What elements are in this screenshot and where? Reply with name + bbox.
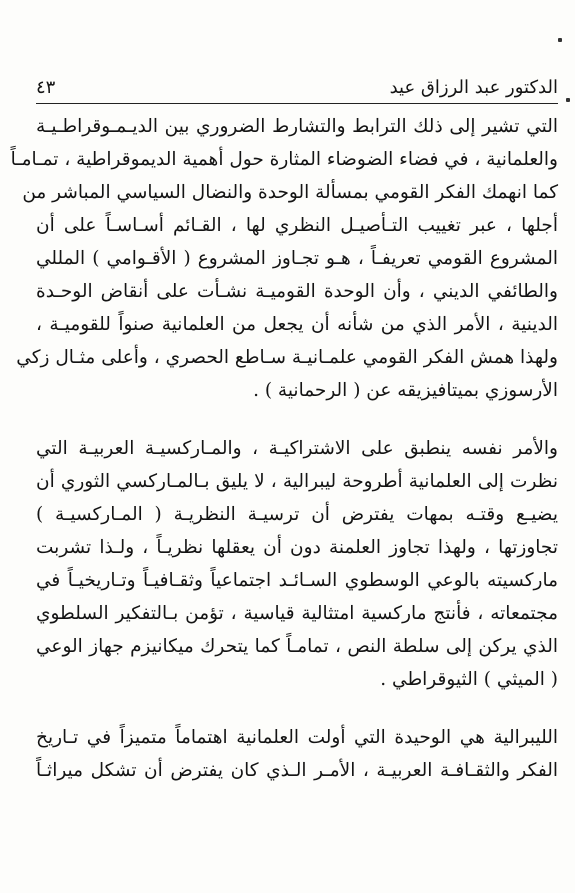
text-line: التي تشير إلى ذلك الترابط والتشارط الضروري بين الديـمـوقراطـيـة <box>36 116 558 137</box>
text-line: الليبرالية هي الوحيدة التي أولت العلمانية اهتماماً متميزاً في تـاريخ <box>36 727 558 748</box>
text-line: كما انهمك الفكر القومي بمسألة الوحدة والنضال السياسي المباشر من <box>22 182 558 203</box>
text-line: المشروع القومي تعريفـاً ، هـو تجـاوز المشروع ( الأقـوامي ) المللي <box>36 248 558 269</box>
header-author: الدكتور عبد الرزاق عيد <box>389 76 558 98</box>
text-line: الدينية ، الأمر الذي من شأنه أن يجعل من العلمانية صنواً للقوميـة ، <box>36 314 558 335</box>
text-line: تجاوزتها ، ولهذا تجاوز العلمنة دون أن يعقلها نظريـاً ، ولـذا تشربت <box>36 537 558 558</box>
header-rule <box>36 103 558 104</box>
text-line: والطائفي الديني ، وأن الوحدة القوميـة نشـأت على أنقاض الوحـدة <box>36 281 558 302</box>
page-number: ٤٣ <box>36 76 56 98</box>
text-line: ( الميثي ) الثيوقراطي . <box>380 669 558 690</box>
page-edge-mark <box>558 38 562 42</box>
text-line: الفكر والثقـافـة العربيـة ، الأمـر الـذي كان يفترض أن تشكل ميراثـاً <box>36 760 558 781</box>
text-line: والأمر نفسه ينطبق على الاشتراكيـة ، والمـاركسيـة العربيـة التي <box>36 438 558 459</box>
text-line: الأرسوزي بميتافيزيقه عن ( الرحمانية ) . <box>253 380 558 401</box>
running-header <box>36 72 558 102</box>
text-line: نظرت إلى العلمانية أطروحة ليبرالية ، لا يليق بـالمـاركسي الثوري أن <box>36 471 558 492</box>
text-line: أجلها ، عبر تغييب التـأصيـل النظري لها ، القـائم أسـاسـاً على أن <box>36 215 558 236</box>
text-line: والعلمانية ، في فضاء الضوضاء المثارة حول أهمية الديموقراطية ، تمـامـاً <box>10 149 558 170</box>
text-line: الذي يركن إلى سلطة النص ، تمامـاً كما يتحرك ميكانيزم جهاز الوعي <box>36 636 558 657</box>
page-edge-mark <box>566 98 570 102</box>
text-line: ماركسيته بالوعي الوسطوي السـائـد اجتماعياً وثقـافيـاً وتـاريخيـاً في <box>36 570 558 591</box>
text-line: مجتمعاته ، فأنتج ماركسية امتثالية قياسية ، تؤمن بـالتفكير السلطوي <box>36 603 558 624</box>
text-line: ولهذا همش الفكر القومي علمـانيـة سـاطع الحصري ، وأعلى مثـال زكي <box>16 347 558 368</box>
text-line: يضيـع وقتـه بمهات يفترض أن ترسيـة النظريـة ( المـاركسيـة ) <box>36 504 558 525</box>
